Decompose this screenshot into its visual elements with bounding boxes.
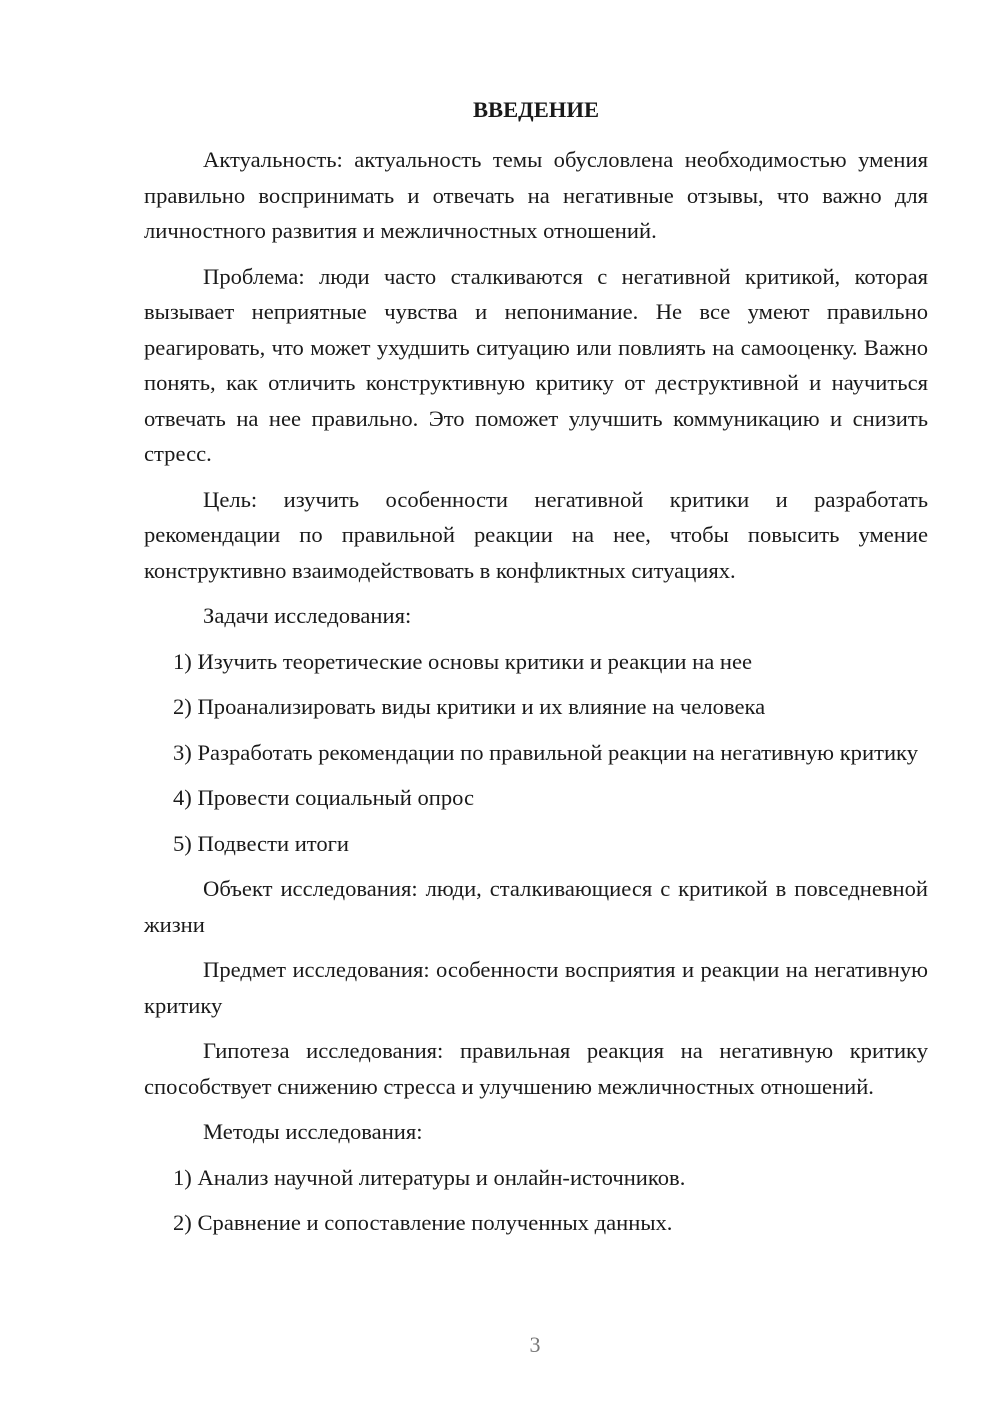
page-number: 3 (529, 1332, 541, 1357)
relevance-paragraph: Актуальность: актуальность темы обусловлена необходимостью умения правильно воспринимать и отвечать на негативные отзывы, что важно для личностного развития и межличностных отношений. (144, 147, 928, 243)
task-item: 1) Изучить теоретические основы критики и реакции на нее (173, 648, 753, 674)
problem-paragraph: Проблема: люди часто сталкиваются с негативной критикой, которая вызывает неприятные чувства и непонимание. Не все умеют правильно реагировать, что может ухудшить ситуацию или повлиять на самооценку. Важно понять, как отличить конструктивную критику от деструктивной и научиться отвечать на нее правильно. Это поможет улучшить коммуникацию и снизить стресс. (144, 263, 928, 466)
task-item: 5) Подвести итоги (173, 830, 350, 856)
method-item: 1) Анализ научной литературы и онлайн-источников. (173, 1164, 686, 1190)
methods-heading: Методы исследования: (203, 1119, 423, 1144)
method-item: 2) Сравнение и сопоставление полученных данных. (173, 1210, 673, 1235)
research-subject-paragraph: Предмет исследования: особенности восприятия и реакции на негативную критику (144, 957, 928, 1018)
section-title: ВВЕДЕНИЕ (472, 97, 600, 122)
tasks-heading: Задачи исследования: (203, 603, 412, 628)
task-item: 2) Проанализировать виды критики и их влияние на человека (173, 694, 766, 719)
goal-paragraph: Цель: изучить особенности негативной критики и разработать рекомендации по правильной реакции на нее, чтобы повысить умение конструктивно взаимодействовать в конфликтных ситуациях. (144, 486, 928, 583)
document-page (144, 92, 928, 1251)
task-item: 3) Разработать рекомендации по правильной реакции на негативную критику (173, 739, 918, 765)
research-object-paragraph: Объект исследования: люди, сталкивающиеся с критикой в повседневной жизни (144, 876, 928, 937)
task-item: 4) Провести социальный опрос (173, 785, 475, 810)
research-hypothesis-paragraph: Гипотеза исследования: правильная реакция на негативную критику способствует снижению стресса и улучшению межличностных отношений. (144, 1038, 928, 1099)
